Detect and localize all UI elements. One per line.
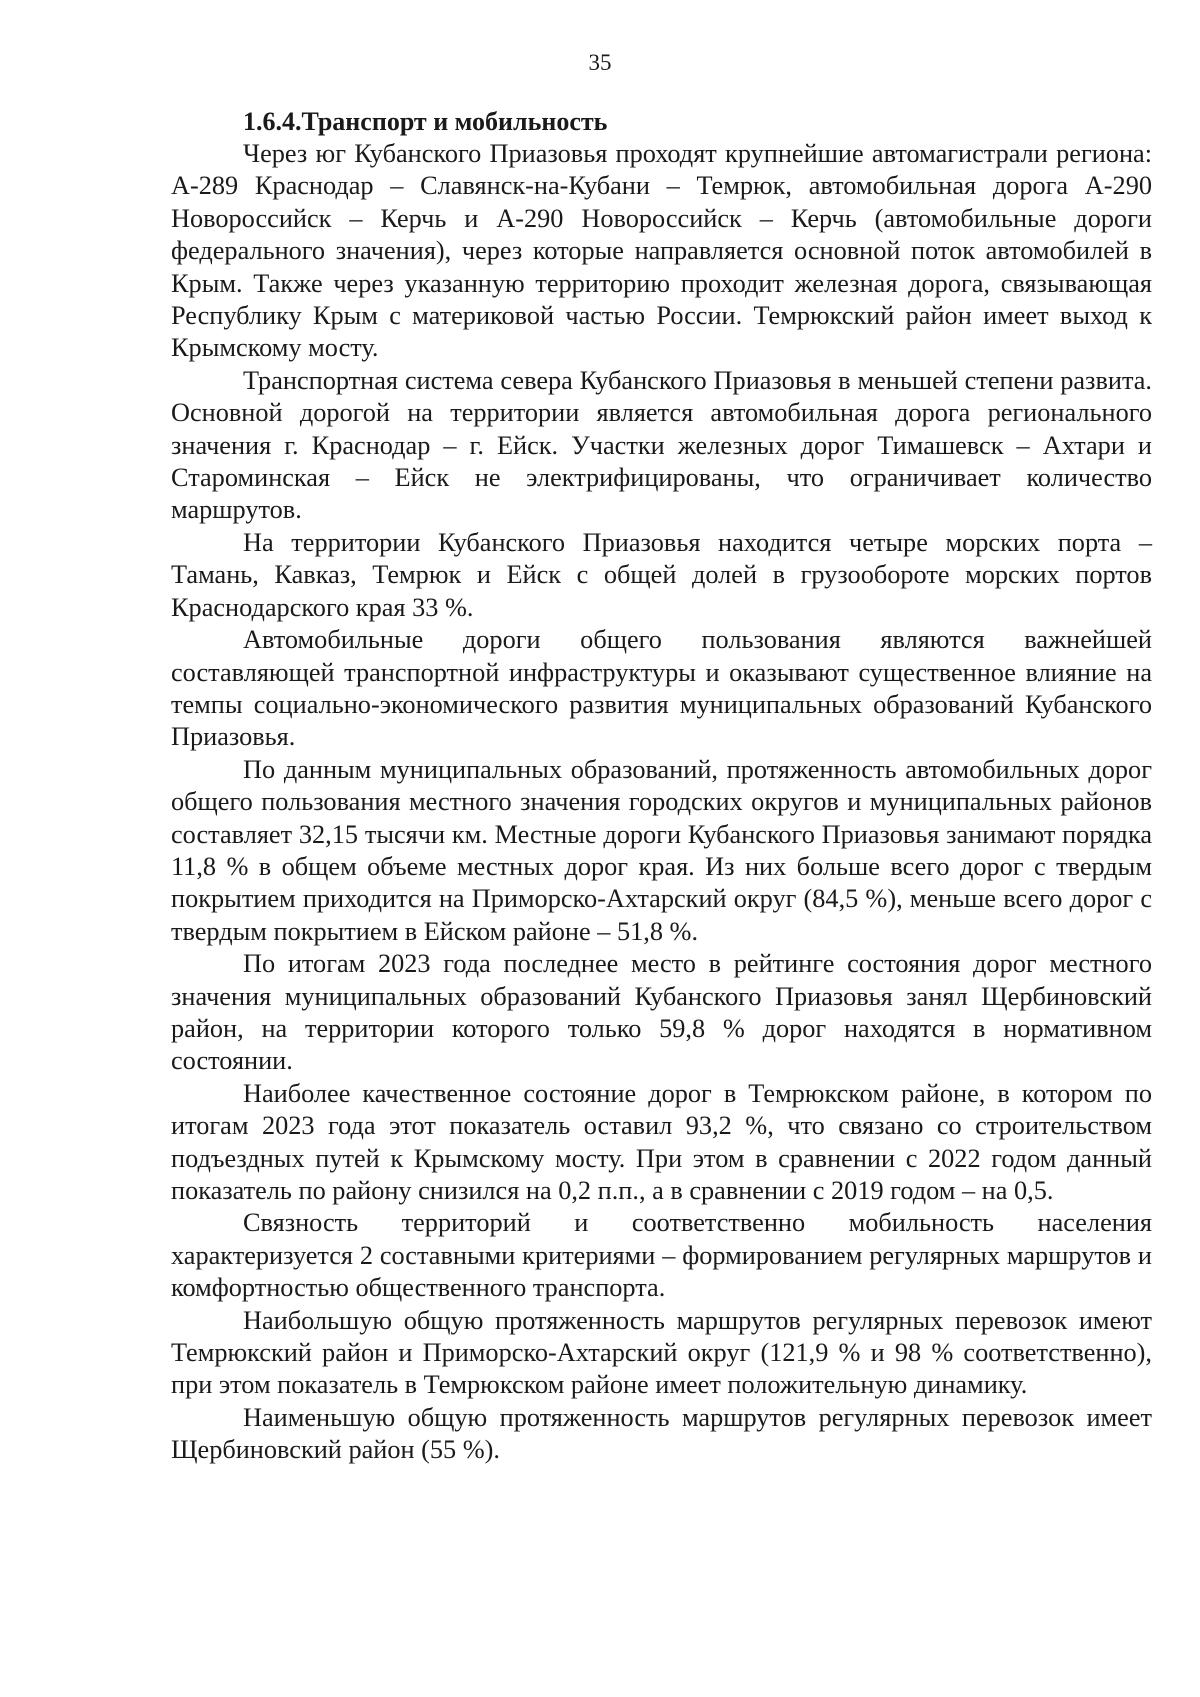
paragraph-sea-ports: На территории Кубанского Приазовья находится четыре морских порта – Тамань, Кавказ, Темрюк и Ейск с общей долей в грузообороте морских портов Краснодарского края 33 %. <box>171 527 1152 622</box>
paragraph-longest-routes: Наибольшую общую протяженность маршрутов регулярных перевозок имеют Темрюкский район и Приморско-Ахтарский округ (121,9 % и 98 % соответственно), при этом показатель в Темрюкском районе имеет положительную динамику. <box>171 1305 1152 1400</box>
paragraph-road-quality: Наиболее качественное состояние дорог в Темрюкском районе, в котором по итогам 2023 года этот показатель оставил 93,2 %, что связано со строительством подъездных путей к Крымскому мосту. При этом в сравнении с 2022 годом данный показатель по району снизился на 0,2 п.п., а в сравнении с 2019 годом – на 0,5. <box>171 1078 1152 1205</box>
section-heading: 1.6.4.Транспорт и мобильность <box>243 107 608 136</box>
paragraph-road-length: По данным муниципальных образований, протяженность автомобильных дорог общего пользования местного значения городских округов и муниципальных районов составляет 32,15 тысячи км. Местные дороги Кубанского Приазовья занимают порядка 11,8 % в общем объеме местных дорог края. Из них больше всего дорог с твердым покрытием приходится на Приморско-Ахтарский округ (84,5 %), меньше всего дорог с твердым покрытием в Ейском районе – 51,8 %. <box>171 754 1152 946</box>
paragraph-highways: Через юг Кубанского Приазовья проходят крупнейшие автомагистрали региона: А-289 Краснодар – Славянск-на-Кубани – Темрюк, автомобильная дорога А-290 Новороссийск – Керчь и А-290 Новороссийск – Керчь (автомобильные дороги федерального значения), через которые направляется основной поток автомобилей в Крым. Также через указанную территорию проходит железная дорога, связывающая Республику Крым с материковой частью России. Темрюкский район имеет выход к Крымскому мосту. <box>171 139 1152 363</box>
page-number: 35 <box>588 50 612 75</box>
paragraph-connectivity: Связность территорий и соответственно мобильность населения характеризуется 2 составными критериями – формированием регулярных маршрутов и комфортностью общественного транспорта. <box>171 1208 1152 1303</box>
paragraph-north-transport: Транспортная система севера Кубанского Приазовья в меньшей степени развита. Основной дорогой на территории является автомобильная дорога регионального значения г. Краснодар – г. Ейск. Участки железных дорог Тимашевск – Ахтари и Староминская – Ейск не электрифицированы, что ограничивает количество маршрутов. <box>171 365 1152 525</box>
paragraph-road-rating: По итогам 2023 года последнее место в рейтинге состояния дорог местного значения муниципальных образований Кубанского Приазовья занял Щербиновский район, на территории которого только 59,8 % дорог находятся в нормативном состоянии. <box>171 949 1152 1076</box>
paragraph-public-roads: Автомобильные дороги общего пользования являются важнейшей составляющей транспортной инфраструктуры и оказывают существенное влияние на темпы социально-экономического развития муниципальных образований Кубанского Приазовья. <box>171 625 1152 752</box>
document-body <box>171 106 1152 1467</box>
paragraph-shortest-routes: Наименьшую общую протяженность маршрутов регулярных перевозок имеет Щербиновский район (55 %). <box>171 1402 1152 1465</box>
